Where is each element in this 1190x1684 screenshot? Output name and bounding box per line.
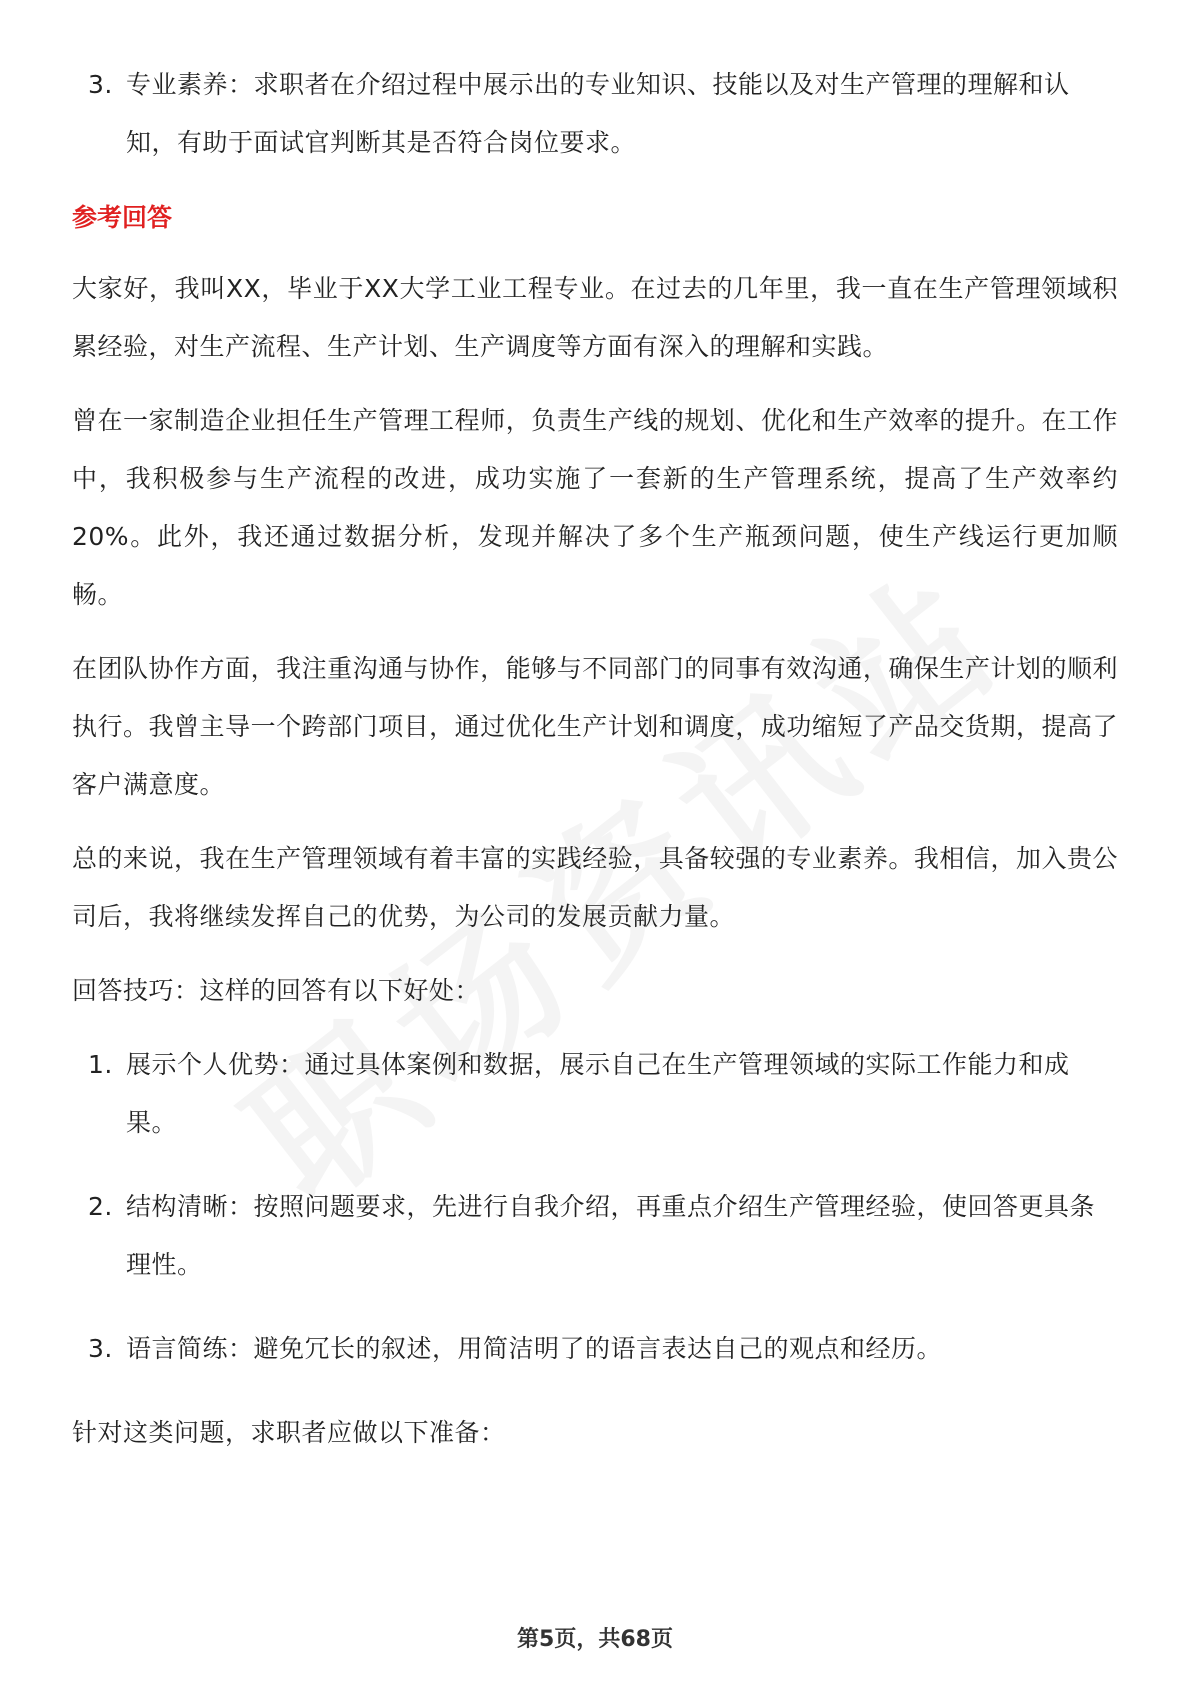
- list-item: [72, 1036, 1118, 1152]
- paragraph: 总的来说，我在生产管理领域有着丰富的实践经验，具备较强的专业素养。我相信，加入贵公司后，我将继续发挥自己的优势，为公司的发展贡献力量。: [72, 844, 1118, 931]
- paragraph: 回答技巧：这样的回答有以下好处：: [72, 976, 481, 1005]
- list-item: [72, 1178, 1118, 1294]
- list-item: [72, 1320, 1118, 1378]
- list-number: 3.: [88, 1334, 113, 1363]
- list-text: 展示个人优势：通过具体案例和数据，展示自己在生产管理领域的实际工作能力和成果。: [126, 1050, 1070, 1137]
- paragraph: 曾在一家制造企业担任生产管理工程师，负责生产线的规划、优化和生产效率的提升。在工作中，我积极参与生产流程的改进，成功实施了一套新的生产管理系统，提高了生产效率约20%。此外，我还通过数据分析，发现并解决了多个生产瓶颈问题，使生产线运行更加顺畅。: [72, 406, 1118, 609]
- section-title: 参考回答: [72, 203, 173, 232]
- list-text: 结构清晰：按照问题要求，先进行自我介绍，再重点介绍生产管理经验，使回答更具条理性。: [126, 1192, 1096, 1279]
- page-footer: 第5页，共68页: [517, 1627, 673, 1652]
- page-content: [72, 56, 1118, 1478]
- list-text: 专业素养：求职者在介绍过程中展示出的专业知识、技能以及对生产管理的理解和认知，有助于面试官判断其是否符合岗位要求。: [126, 70, 1070, 157]
- list-text: 语言简练：避免冗长的叙述，用简洁明了的语言表达自己的观点和经历。: [126, 1334, 943, 1363]
- paragraph: 在团队协作方面，我注重沟通与协作，能够与不同部门的同事有效沟通，确保生产计划的顺利执行。我曾主导一个跨部门项目，通过优化生产计划和调度，成功缩短了产品交货期，提高了客户满意度。: [72, 654, 1118, 799]
- paragraph: 大家好，我叫XX，毕业于XX大学工业工程专业。在过去的几年里，我一直在生产管理领域积累经验，对生产流程、生产计划、生产调度等方面有深入的理解和实践。: [72, 274, 1118, 361]
- paragraph: 针对这类问题，求职者应做以下准备：: [72, 1418, 506, 1447]
- list-number: 1.: [88, 1050, 113, 1079]
- list-item: [72, 56, 1118, 172]
- list-number: 2.: [88, 1192, 113, 1221]
- list-number: 3.: [88, 70, 113, 99]
